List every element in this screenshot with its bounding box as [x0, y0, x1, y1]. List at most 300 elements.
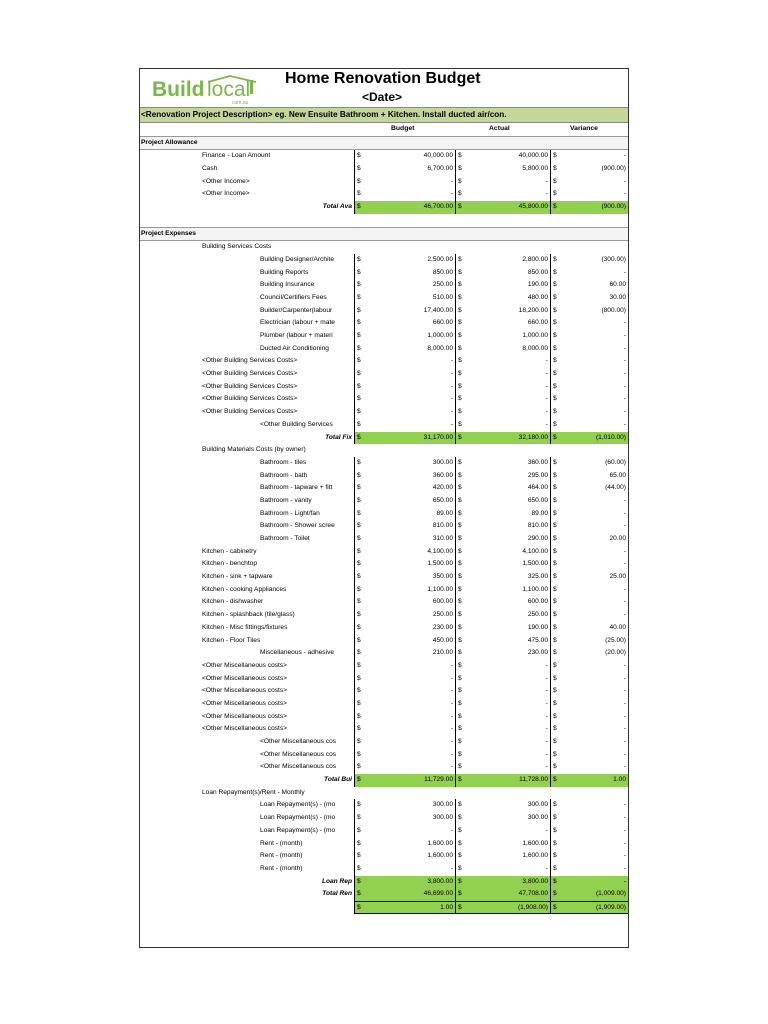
actual-cell[interactable]: [455, 305, 550, 318]
variance-value: (300.00): [601, 255, 626, 263]
actual-column-header: Actual: [489, 125, 510, 132]
actual-cell[interactable]: [455, 558, 550, 571]
variance-value: -: [623, 725, 626, 733]
actual-cell[interactable]: [455, 381, 550, 394]
currency-symbol: $: [553, 687, 557, 695]
row-label[interactable]: Kitchen - sink + tapware: [202, 573, 273, 581]
row-label[interactable]: <Other Building Services Costs>: [202, 395, 298, 403]
variance-cell[interactable]: [550, 825, 628, 838]
variance-cell[interactable]: [550, 368, 628, 381]
budget-cell[interactable]: [354, 163, 455, 176]
currency-symbol: $: [553, 268, 557, 276]
variance-cell[interactable]: [550, 520, 628, 533]
row-label[interactable]: Kitchen - cabinetry: [202, 547, 257, 555]
actual-cell[interactable]: [455, 888, 550, 901]
budget-cell[interactable]: [354, 799, 455, 812]
actual-cell[interactable]: [455, 901, 550, 914]
budget-cell[interactable]: [354, 609, 455, 622]
actual-cell[interactable]: [455, 863, 550, 876]
currency-symbol: $: [357, 814, 361, 822]
budget-cell[interactable]: [354, 330, 455, 343]
variance-cell[interactable]: [550, 495, 628, 508]
actual-value: 47,708.00: [518, 890, 548, 898]
variance-cell[interactable]: [550, 622, 628, 635]
table-row: [140, 533, 628, 546]
row-label[interactable]: Rent - (month): [260, 839, 303, 847]
table-row: [140, 317, 628, 330]
budget-cell[interactable]: [354, 176, 455, 189]
row-label[interactable]: Council/Certifiers Fees: [260, 293, 327, 301]
budget-cell[interactable]: [354, 571, 455, 584]
row-label[interactable]: Building Insurance: [260, 281, 315, 289]
total-row: [140, 888, 628, 901]
row-label: Total Ava: [322, 203, 352, 211]
budget-cell[interactable]: [354, 774, 455, 787]
actual-value: -: [545, 408, 548, 416]
actual-cell[interactable]: [455, 774, 550, 787]
row-label[interactable]: <Other Building Services Costs>: [202, 408, 298, 416]
variance-value: -: [623, 344, 626, 352]
row-label[interactable]: <Other Miscellaneous costs>: [202, 661, 288, 669]
variance-cell[interactable]: [550, 150, 628, 163]
budget-cell[interactable]: [354, 863, 455, 876]
actual-cell[interactable]: [455, 685, 550, 698]
budget-cell[interactable]: [354, 622, 455, 635]
actual-cell[interactable]: [455, 635, 550, 648]
budget-cell[interactable]: [354, 381, 455, 394]
row-label[interactable]: <Other Miscellaneous costs>: [202, 699, 288, 707]
actual-cell[interactable]: [455, 457, 550, 470]
variance-cell[interactable]: [550, 901, 628, 914]
currency-symbol: $: [553, 826, 557, 834]
row-label[interactable]: Loan Repayment(s) - (mo: [260, 814, 336, 822]
variance-cell[interactable]: [550, 812, 628, 825]
variance-cell[interactable]: [550, 508, 628, 521]
currency-symbol: $: [458, 190, 462, 198]
budget-cell[interactable]: [354, 419, 455, 432]
actual-cell[interactable]: [455, 368, 550, 381]
actual-cell[interactable]: [455, 723, 550, 736]
budget-cell[interactable]: [354, 749, 455, 762]
variance-cell[interactable]: [550, 432, 628, 445]
currency-symbol: $: [357, 496, 361, 504]
actual-cell[interactable]: [455, 317, 550, 330]
budget-cell[interactable]: [354, 673, 455, 686]
actual-cell[interactable]: [455, 647, 550, 660]
table-row: [140, 355, 628, 368]
budget-cell[interactable]: [354, 698, 455, 711]
actual-cell[interactable]: [455, 673, 550, 686]
variance-cell[interactable]: [550, 673, 628, 686]
row-label: Loan Repayment(s)/Rent - Monthly: [202, 788, 305, 796]
row-label[interactable]: Ducted Air Conditioning: [260, 344, 329, 352]
variance-cell[interactable]: [550, 558, 628, 571]
budget-cell[interactable]: [354, 635, 455, 648]
actual-value: -: [545, 420, 548, 428]
currency-symbol: $: [553, 203, 557, 211]
budget-cell[interactable]: [354, 406, 455, 419]
row-label[interactable]: Rent - (month): [260, 864, 303, 872]
budget-cell[interactable]: [354, 711, 455, 724]
actual-cell[interactable]: [455, 711, 550, 724]
actual-cell[interactable]: [455, 279, 550, 292]
table-row: [140, 470, 628, 483]
row-label[interactable]: Electrician (labour + mate: [260, 319, 335, 327]
currency-symbol: $: [357, 177, 361, 185]
variance-value: -: [623, 674, 626, 682]
variance-cell[interactable]: [550, 596, 628, 609]
budget-value: 810.00: [432, 522, 453, 530]
budget-cell[interactable]: [354, 201, 455, 214]
actual-cell[interactable]: [455, 495, 550, 508]
actual-cell[interactable]: [455, 850, 550, 863]
currency-symbol: $: [458, 433, 462, 441]
variance-cell[interactable]: [550, 381, 628, 394]
currency-symbol: $: [458, 484, 462, 492]
variance-cell[interactable]: [550, 163, 628, 176]
table-row: [140, 711, 628, 724]
variance-value: -: [623, 598, 626, 606]
variance-value: -: [623, 839, 626, 847]
budget-cell[interactable]: [354, 343, 455, 356]
budget-cell[interactable]: [354, 305, 455, 318]
actual-cell[interactable]: [455, 267, 550, 280]
budget-cell[interactable]: [354, 267, 455, 280]
actual-cell[interactable]: [455, 254, 550, 267]
row-label[interactable]: Builder/Carpenter(labour: [260, 306, 333, 314]
variance-cell[interactable]: [550, 850, 628, 863]
variance-cell[interactable]: [550, 584, 628, 597]
budget-cell[interactable]: [354, 520, 455, 533]
currency-symbol: $: [458, 509, 462, 517]
row-label[interactable]: <Other Income>: [202, 190, 250, 198]
currency-symbol: $: [458, 598, 462, 606]
currency-symbol: $: [553, 560, 557, 568]
actual-cell[interactable]: [455, 749, 550, 762]
actual-cell[interactable]: [455, 508, 550, 521]
actual-cell[interactable]: [455, 812, 550, 825]
row-label[interactable]: Building Reports: [260, 268, 309, 276]
row-label[interactable]: Miscellaneous - adhesive: [260, 649, 335, 657]
variance-value: (800.00): [601, 306, 626, 314]
actual-cell[interactable]: [455, 660, 550, 673]
actual-cell[interactable]: [455, 736, 550, 749]
variance-cell[interactable]: [550, 761, 628, 774]
variance-cell[interactable]: [550, 635, 628, 648]
variance-cell[interactable]: [550, 698, 628, 711]
budget-value: -: [450, 661, 453, 669]
actual-cell[interactable]: [455, 698, 550, 711]
variance-cell[interactable]: [550, 799, 628, 812]
row-label[interactable]: Bathroom - tiles: [260, 458, 307, 466]
budget-cell[interactable]: [354, 495, 455, 508]
currency-symbol: $: [458, 725, 462, 733]
actual-value: 464.00: [527, 484, 548, 492]
actual-cell[interactable]: [455, 393, 550, 406]
budget-cell[interactable]: [354, 393, 455, 406]
budget-cell[interactable]: [354, 432, 455, 445]
budget-cell[interactable]: [354, 876, 455, 889]
budget-cell[interactable]: [354, 685, 455, 698]
budget-cell[interactable]: [354, 254, 455, 267]
currency-symbol: $: [357, 547, 361, 555]
budget-cell[interactable]: [354, 188, 455, 201]
currency-symbol: $: [458, 890, 462, 898]
actual-cell[interactable]: [455, 546, 550, 559]
currency-symbol: $: [357, 382, 361, 390]
budget-value: -: [450, 408, 453, 416]
actual-cell[interactable]: [455, 825, 550, 838]
variance-cell[interactable]: [550, 330, 628, 343]
currency-symbol: $: [357, 281, 361, 289]
svg-text:local: local: [207, 78, 251, 101]
currency-symbol: $: [357, 535, 361, 542]
currency-symbol: $: [553, 649, 557, 657]
row-label[interactable]: <Other Building Services Costs>: [202, 357, 298, 365]
row-label[interactable]: Rent - (month): [260, 852, 303, 860]
actual-value: (1,908.00): [517, 903, 548, 911]
variance-cell[interactable]: [550, 546, 628, 559]
budget-cell[interactable]: [354, 825, 455, 838]
variance-cell[interactable]: [550, 609, 628, 622]
row-label[interactable]: Bathroom - vanity: [260, 496, 312, 504]
variance-cell[interactable]: [550, 406, 628, 419]
currency-symbol: $: [357, 408, 361, 416]
actual-value: -: [545, 395, 548, 403]
currency-symbol: $: [458, 636, 462, 644]
table-row: [140, 749, 628, 762]
variance-cell[interactable]: [550, 292, 628, 305]
variance-cell[interactable]: [550, 711, 628, 724]
budget-cell[interactable]: [354, 812, 455, 825]
currency-symbol: $: [553, 190, 557, 198]
budget-value: -: [450, 357, 453, 365]
variance-cell[interactable]: [550, 343, 628, 356]
budget-cell[interactable]: [354, 482, 455, 495]
budget-cell[interactable]: [354, 723, 455, 736]
page-date: <Date>: [362, 90, 403, 104]
actual-cell[interactable]: [455, 292, 550, 305]
actual-cell[interactable]: [455, 355, 550, 368]
row-label[interactable]: Plumber (labour + materi: [260, 332, 333, 339]
actual-cell[interactable]: [455, 201, 550, 214]
variance-cell[interactable]: [550, 533, 628, 546]
currency-symbol: $: [553, 509, 557, 517]
row-label[interactable]: <Other Building Services Costs>: [202, 382, 298, 390]
actual-cell[interactable]: [455, 343, 550, 356]
actual-cell[interactable]: [455, 596, 550, 609]
budget-cell[interactable]: [354, 317, 455, 330]
section-expenses: [140, 227, 628, 242]
row-label[interactable]: <Other Miscellaneous cos: [260, 738, 337, 745]
variance-cell[interactable]: [550, 571, 628, 584]
variance-cell[interactable]: [550, 176, 628, 189]
row-label[interactable]: <Other Miscellaneous costs>: [202, 712, 288, 720]
variance-value: -: [623, 522, 626, 530]
budget-value: 600.00: [432, 598, 453, 606]
row-label[interactable]: Building Designer/Archite: [260, 255, 335, 263]
variance-cell[interactable]: [550, 685, 628, 698]
currency-symbol: $: [553, 750, 557, 758]
actual-value: -: [545, 382, 548, 390]
actual-cell[interactable]: [455, 419, 550, 432]
row-label[interactable]: Finance - Loan Amount: [202, 152, 271, 160]
row-label[interactable]: Bathroom - Shower scree: [260, 522, 335, 530]
budget-cell[interactable]: [354, 533, 455, 546]
budget-cell[interactable]: [354, 279, 455, 292]
budget-value: 850.00: [432, 268, 453, 276]
actual-cell[interactable]: [455, 584, 550, 597]
row-label[interactable]: <Other Building Services Costs>: [202, 370, 298, 378]
actual-cell[interactable]: [455, 330, 550, 343]
variance-cell[interactable]: [550, 736, 628, 749]
project-description[interactable]: <Renovation Project Description> eg. New Ensuite Bathroom + Kitchen. Install ducted air/con.: [140, 107, 628, 123]
currency-symbol: $: [357, 611, 361, 619]
currency-symbol: $: [458, 382, 462, 390]
budget-cell[interactable]: [354, 838, 455, 851]
table-row: [140, 393, 628, 406]
table-row: [140, 520, 628, 533]
actual-cell[interactable]: [455, 470, 550, 483]
row-label[interactable]: Cash: [202, 165, 218, 173]
row-label[interactable]: <Other Miscellaneous costs>: [202, 674, 288, 682]
variance-cell[interactable]: [550, 838, 628, 851]
currency-symbol: $: [553, 395, 557, 403]
budget-cell[interactable]: [354, 736, 455, 749]
budget-value: 1,500.00: [427, 560, 453, 568]
currency-symbol: $: [458, 332, 462, 339]
budget-cell[interactable]: [354, 901, 455, 914]
actual-cell[interactable]: [455, 761, 550, 774]
row-label[interactable]: Kitchen - Floor Tiles: [202, 636, 261, 644]
variance-cell[interactable]: [550, 774, 628, 787]
actual-cell[interactable]: [455, 520, 550, 533]
actual-cell[interactable]: [455, 533, 550, 546]
row-label[interactable]: Loan Repayment(s) - (mo: [260, 826, 336, 834]
variance-cell[interactable]: [550, 419, 628, 432]
row-label[interactable]: Kitchen - splashback (tile/glass): [202, 611, 295, 619]
row-label[interactable]: Kitchen - dishwasher: [202, 598, 264, 606]
variance-cell[interactable]: [550, 647, 628, 660]
table-row: [140, 673, 628, 686]
budget-cell[interactable]: [354, 470, 455, 483]
variance-cell[interactable]: [550, 393, 628, 406]
actual-cell[interactable]: [455, 609, 550, 622]
variance-value: (25.00): [605, 636, 626, 644]
variance-cell[interactable]: [550, 188, 628, 201]
variance-cell[interactable]: [550, 267, 628, 280]
variance-cell[interactable]: [550, 876, 628, 889]
row-label[interactable]: Bathroom - bath: [260, 471, 308, 479]
row-label[interactable]: Bathroom - Toilet: [260, 535, 310, 542]
variance-cell[interactable]: [550, 279, 628, 292]
budget-cell[interactable]: [354, 508, 455, 521]
actual-value: 3,800.00: [522, 877, 548, 885]
variance-cell[interactable]: [550, 482, 628, 495]
budget-cell[interactable]: [354, 292, 455, 305]
budget-cell[interactable]: [354, 546, 455, 559]
row-label[interactable]: Loan Repayment(s) - (mo: [260, 801, 336, 809]
variance-cell[interactable]: [550, 355, 628, 368]
currency-symbol: $: [458, 649, 462, 657]
budget-cell[interactable]: [354, 584, 455, 597]
variance-cell[interactable]: [550, 470, 628, 483]
row-label[interactable]: <Other Miscellaneous costs>: [202, 725, 288, 733]
variance-cell[interactable]: [550, 201, 628, 214]
actual-cell[interactable]: [455, 406, 550, 419]
currency-symbol: $: [357, 725, 361, 733]
budget-cell[interactable]: [354, 368, 455, 381]
row-label[interactable]: Kitchen - benchtop: [202, 560, 257, 568]
row-label[interactable]: Kitchen - cooking Appliances: [202, 585, 287, 593]
budget-cell[interactable]: [354, 888, 455, 901]
row-label[interactable]: Kitchen - Misc fittings/fixtures: [202, 623, 288, 631]
variance-value: -: [623, 357, 626, 365]
currency-symbol: $: [357, 852, 361, 860]
budget-cell[interactable]: [354, 596, 455, 609]
budget-cell[interactable]: [354, 660, 455, 673]
actual-cell[interactable]: [455, 876, 550, 889]
actual-cell[interactable]: [455, 163, 550, 176]
variance-cell[interactable]: [550, 863, 628, 876]
variance-cell[interactable]: [550, 723, 628, 736]
table-row: [140, 406, 628, 419]
currency-symbol: $: [357, 776, 361, 784]
variance-cell[interactable]: [550, 457, 628, 470]
row-label[interactable]: <Other Miscellaneous costs>: [202, 687, 288, 695]
actual-cell[interactable]: [455, 188, 550, 201]
actual-cell[interactable]: [455, 176, 550, 189]
budget-cell[interactable]: [354, 761, 455, 774]
variance-cell[interactable]: [550, 660, 628, 673]
row-label[interactable]: <Other Building Services: [260, 420, 333, 428]
variance-cell[interactable]: [550, 254, 628, 267]
variance-cell[interactable]: [550, 888, 628, 901]
actual-cell[interactable]: [455, 571, 550, 584]
budget-cell[interactable]: [354, 457, 455, 470]
variance-value: (900.00): [601, 165, 626, 173]
variance-cell[interactable]: [550, 305, 628, 318]
budget-cell[interactable]: [354, 558, 455, 571]
variance-column-header: Variance: [570, 125, 598, 132]
actual-cell[interactable]: [455, 622, 550, 635]
actual-cell[interactable]: [455, 799, 550, 812]
row-label[interactable]: Bathroom - tapware + fitt: [260, 484, 333, 492]
currency-symbol: $: [357, 712, 361, 720]
row-label[interactable]: <Other Miscellaneous cos: [260, 750, 337, 758]
variance-cell[interactable]: [550, 317, 628, 330]
budget-cell[interactable]: [354, 150, 455, 163]
actual-cell[interactable]: [455, 150, 550, 163]
budget-cell[interactable]: [354, 355, 455, 368]
currency-symbol: $: [553, 433, 557, 441]
row-label[interactable]: <Other Miscellaneous cos: [260, 763, 337, 771]
currency-symbol: $: [357, 522, 361, 530]
budget-cell[interactable]: [354, 850, 455, 863]
actual-value: -: [545, 712, 548, 720]
row-label[interactable]: <Other Income>: [202, 177, 250, 185]
currency-symbol: $: [458, 573, 462, 581]
row-label[interactable]: Bathroom - Light/fan: [260, 509, 320, 517]
actual-value: 325.00: [527, 573, 548, 581]
actual-cell[interactable]: [455, 838, 550, 851]
variance-cell[interactable]: [550, 749, 628, 762]
budget-cell[interactable]: [354, 647, 455, 660]
actual-cell[interactable]: [455, 432, 550, 445]
actual-value: -: [545, 177, 548, 185]
table-row: [140, 546, 628, 559]
actual-cell[interactable]: [455, 482, 550, 495]
